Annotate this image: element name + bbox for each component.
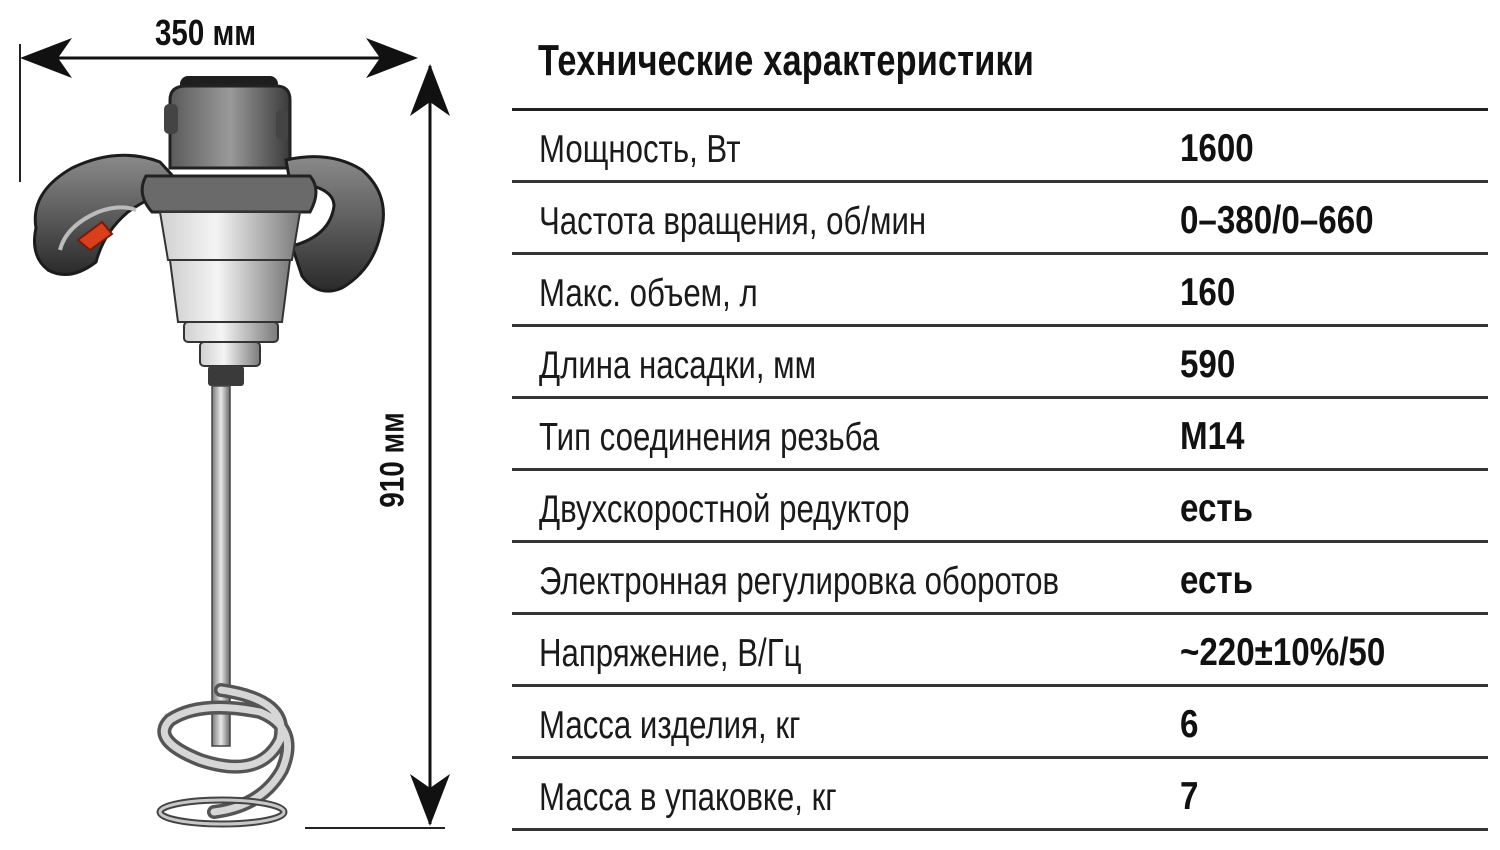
- spec-label: Частота вращения, об/мин: [539, 200, 927, 243]
- spec-value: есть: [1180, 487, 1254, 530]
- spec-value: 160: [1180, 271, 1236, 314]
- spec-label: Электронная регулировка оборотов: [539, 560, 1060, 603]
- gear-housing: [160, 212, 300, 386]
- spec-row-voltage: [512, 615, 1488, 687]
- spec-value: 1600: [1180, 127, 1254, 170]
- spec-label: Двухскоростной редуктор: [539, 488, 910, 531]
- spec-value: 6: [1180, 703, 1199, 746]
- spec-row-attachment-length: [512, 327, 1488, 399]
- spec-value: 7: [1180, 775, 1199, 818]
- spec-value: 0–380/0–660: [1180, 199, 1374, 242]
- height-dimension-label: 910 мм: [373, 412, 412, 508]
- spec-value: есть: [1180, 559, 1254, 602]
- motor-housing: [164, 76, 290, 168]
- spec-row-product-weight: [512, 687, 1488, 759]
- spec-label: Макс. объем, л: [539, 272, 758, 315]
- spec-label: Длина насадки, мм: [539, 344, 817, 387]
- spec-row-power: [512, 111, 1488, 183]
- spec-label: Масса в упаковке, кг: [539, 776, 837, 819]
- width-dimension-label: 350 мм: [155, 12, 257, 53]
- spec-label: Мощность, Вт: [539, 128, 741, 171]
- spec-title: Технические характеристики: [538, 36, 1035, 85]
- spec-value: ~220±10%/50: [1180, 631, 1386, 674]
- mixing-paddle: [160, 690, 288, 824]
- spec-value: 590: [1180, 343, 1236, 386]
- spec-row-packaged-weight: [512, 759, 1488, 831]
- spec-label: Масса изделия, кг: [539, 704, 801, 747]
- product-figure: [0, 0, 500, 845]
- mixer-drill-illustration: [0, 0, 500, 845]
- spec-row-electronic-speed-control: [512, 543, 1488, 615]
- spec-label: Тип соединения резьба: [539, 416, 880, 459]
- spec-label: Напряжение, В/Гц: [539, 632, 802, 675]
- spec-value: М14: [1180, 415, 1245, 458]
- spec-row-speed: [512, 183, 1488, 255]
- spec-row-max-volume: [512, 255, 1488, 327]
- spec-row-thread-type: [512, 399, 1488, 471]
- spec-table: [512, 108, 1488, 831]
- spec-row-two-speed-gearbox: [512, 471, 1488, 543]
